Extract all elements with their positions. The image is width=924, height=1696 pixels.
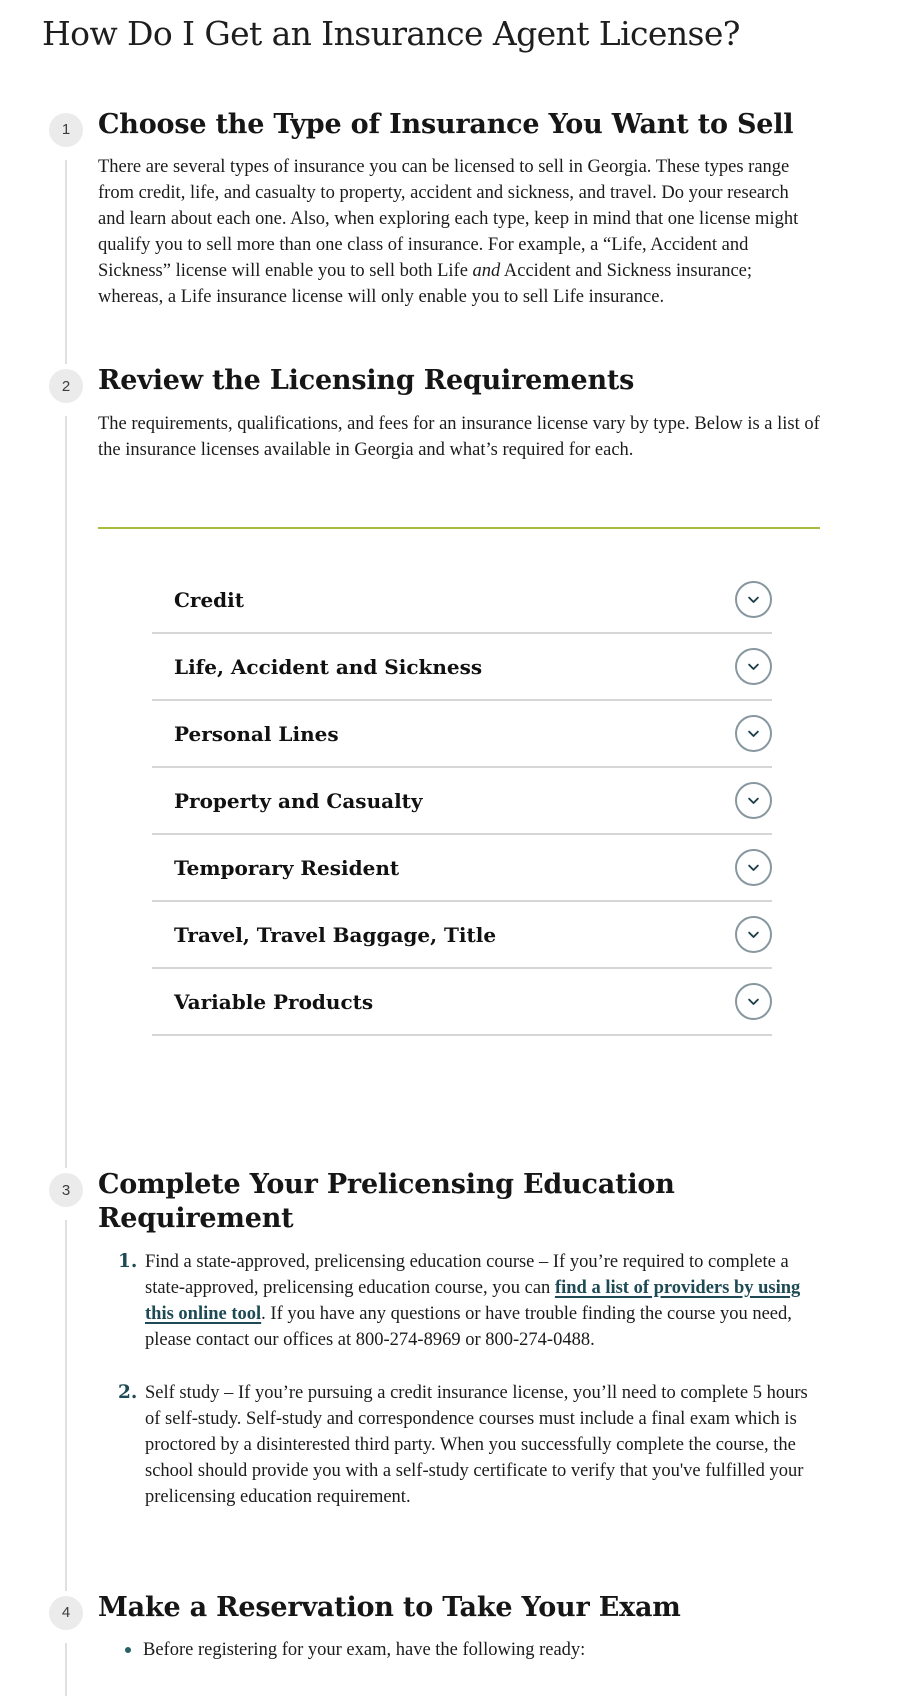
step-number-badge: 2 — [49, 369, 83, 403]
accordion-toggle-button[interactable] — [735, 983, 772, 1020]
accordion-label: Travel, Travel Baggage, Title — [174, 922, 497, 947]
accordion-toggle-button[interactable] — [735, 715, 772, 752]
step-content — [98, 364, 820, 1168]
text-segment: and — [472, 261, 501, 282]
accordion-row[interactable] — [152, 634, 772, 701]
chevron-down-icon — [746, 659, 761, 674]
step-rail — [48, 1168, 84, 1591]
step-rail — [48, 108, 84, 365]
accordion-toggle-button[interactable] — [735, 648, 772, 685]
how-to-steps — [42, 108, 820, 1696]
step-content — [98, 1591, 820, 1696]
chevron-down-icon — [746, 793, 761, 808]
chevron-down-icon — [746, 927, 761, 942]
step-connector-line — [65, 1220, 67, 1591]
chevron-down-icon — [746, 592, 761, 607]
text-segment: Self study – If you’re pursuing a credit insurance license, you’ll need to complete 5 hours of self-study. Self-study and correspondence courses must include a final exam which is proctored by a disinterested third party. When you successfully complete the course, the school should provide you with a self-study certificate to verify that you've fulfilled your prelicensing education requirement. — [145, 1382, 808, 1507]
step-heading: Complete Your Prelicensing Education Requirement — [98, 1169, 675, 1234]
accordion-row[interactable] — [152, 835, 772, 902]
dot-bullet-icon — [125, 1647, 131, 1653]
step-connector-line — [65, 160, 67, 365]
accordion-row[interactable] — [152, 969, 772, 1036]
text-segment: . If you have any questions or have trouble finding the course you need, please contact our offices at 800-274-8969 or 800-274-0488. — [145, 1303, 792, 1350]
prelicensing-ordered-list — [98, 1249, 820, 1510]
accordion-row[interactable] — [152, 567, 772, 634]
accordion-label: Personal Lines — [174, 721, 339, 746]
accordion-label: Variable Products — [174, 989, 374, 1014]
accordion-toggle-button[interactable] — [735, 782, 772, 819]
text-segment: There are several types of insurance you can be licensed to sell in Georgia. These types range from credit, life, and casualty to property, accident and sickness, and travel. Do your research and learn about each one. Also, when exploring each type, keep in mind that one license might qualify you to sell more than one class of insurance. For example, a “Life, Accident and Sickness” license will enable you to sell both Life — [98, 157, 799, 282]
section-rule — [98, 527, 820, 529]
accordion-row[interactable] — [152, 701, 772, 768]
step-heading: Review the Licensing Requirements — [98, 365, 635, 397]
step-content — [98, 1168, 820, 1591]
text-segment: Accident and Sickness insurance; whereas, a Life insurance license will only enable you to sell Life insurance. — [98, 261, 753, 308]
accordion-list — [152, 567, 772, 1036]
page-title: How Do I Get an Insurance Agent License? — [42, 14, 740, 53]
step-connector-line — [65, 1643, 67, 1696]
accordion-label: Credit — [174, 587, 244, 612]
step-item — [42, 1591, 820, 1696]
chevron-down-icon — [746, 994, 761, 1009]
accordion-label: Property and Casualty — [174, 788, 423, 813]
list-text: Before registering for your exam, have the following ready: — [143, 1640, 586, 1661]
accordion-row[interactable] — [152, 768, 772, 835]
text-segment: Find a state-approved, prelicensing education course – If you’re required to complete a state-approved, prelicensing education course, you can — [145, 1251, 789, 1298]
list-text — [145, 1249, 820, 1353]
step-paragraph — [98, 411, 820, 463]
inline-link[interactable]: find a list of providers by using this online tool — [145, 1277, 801, 1324]
step-heading: Choose the Type of Insurance You Want to Sell — [98, 108, 794, 140]
chevron-down-icon — [746, 726, 761, 741]
list-number: 2. — [118, 1381, 138, 1403]
accordion-toggle-button[interactable] — [735, 849, 772, 886]
list-number: 1. — [118, 1250, 138, 1272]
step-paragraph — [98, 154, 820, 310]
step-connector-line — [65, 416, 67, 1168]
accordion-row[interactable] — [152, 902, 772, 969]
chevron-down-icon — [746, 860, 761, 875]
accordion-label: Life, Accident and Sickness — [174, 654, 483, 679]
step-rail — [48, 1591, 84, 1696]
list-item — [98, 1637, 820, 1663]
step-number-badge: 1 — [49, 113, 83, 147]
step-content — [98, 108, 820, 365]
step-heading: Make a Reservation to Take Your Exam — [98, 1591, 681, 1623]
accordion-toggle-button[interactable] — [735, 581, 772, 618]
list-text — [145, 1380, 820, 1510]
exam-prep-list — [98, 1637, 820, 1663]
step-item — [42, 364, 820, 1168]
list-item — [98, 1249, 820, 1353]
step-number-badge: 3 — [49, 1173, 83, 1207]
accordion-label: Temporary Resident — [174, 855, 400, 880]
step-rail — [48, 364, 84, 1168]
step-item — [42, 1168, 820, 1591]
accordion-toggle-button[interactable] — [735, 916, 772, 953]
list-item — [98, 1380, 820, 1510]
text-segment: The requirements, qualifications, and fees for an insurance license vary by type. Below is a list of the insurance licenses available in Georgia and what’s required for each. — [98, 414, 820, 461]
step-number-badge: 4 — [49, 1596, 83, 1630]
step-item — [42, 108, 820, 365]
